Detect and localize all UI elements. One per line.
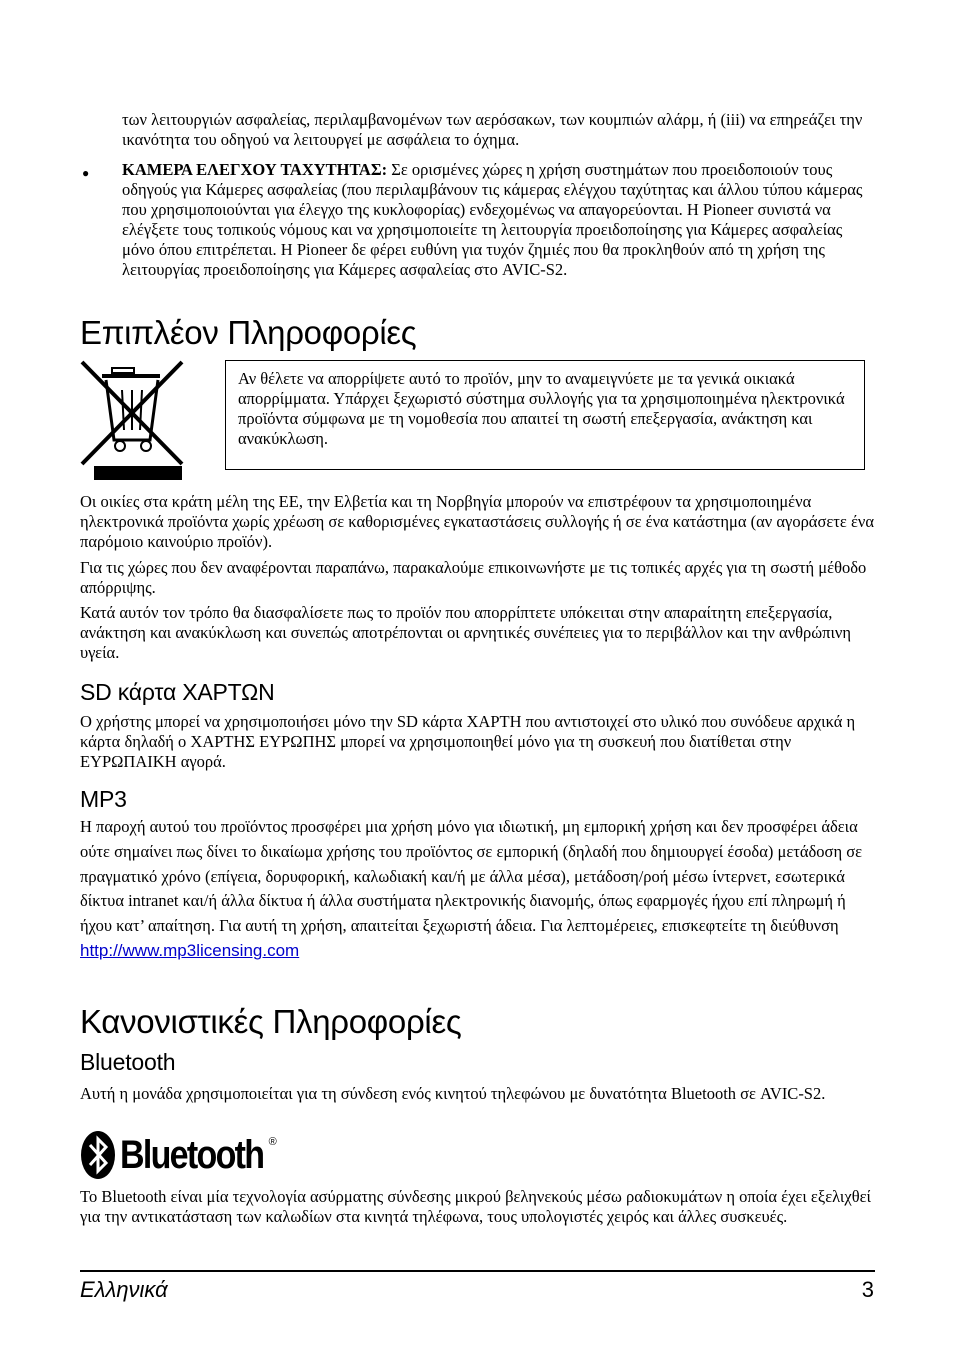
- mp3-text: Η παροχή αυτού του προϊόντος προσφέρει μια χρήση μόνο για ιδιωτική, μη εμπορική χρήση και δεν προσφέρει άδεια ούτε σημαίνει πως δίνει το δικαίωμα χρήσης του προϊόντος σε εμπορική (δηλαδή που δημιουργεί έσοδα) μετάδοση σε πραγματικό χρόνο (επίγεια, δορυφορική, καλωδιακή και/ή με άλλα μέσα), μετάδοση/ροή μέσω ίντερνετ, εσωτερικά δίκτυα intranet και/ή άλλα δίκτυα ή άλλα συστήματα ηλεκτρονικής διανομής, όπως εφαρμογές ήχου επί πληρωμή ή ήχου κατ’ απαίτηση. Για αυτή τη χρήση, απαιτείται ξεχωριστή άδεια. Για λεπτομέρειες, επισκεφτείτε τη διεύθυνση: [80, 817, 863, 936]
- bluetooth-rune-icon: [80, 1130, 116, 1180]
- bullet-icon: ●: [82, 166, 90, 180]
- bluetooth-wordmark: Bluetooth: [120, 1132, 264, 1177]
- disposal-paragraph-2: Για τις χώρες που δεν αναφέρονται παραπάνω, παρακαλούμε επικοινωνήστε με τις τοπικές αρχές για τη σωστή μέθοδο απόρριψης.: [80, 558, 867, 597]
- disposal-paragraph-1: Οι οικίες στα κράτη μέλη της ΕΕ, την Ελβετία και τη Νορβηγία μπορούν να επιστρέφουν τα χρησιμοποιημένα ηλεκτρονικά προϊόντα χωρίς χρέωση σε καθορισμένες εγκαταστάσεις συλλογής ή σε ένα κατάστημα (αν αγοράσετε ένα παρόμοιο καινούριο προϊόν).: [80, 492, 874, 551]
- bluetooth-usage-paragraph: Αυτή η μονάδα χρησιμοποιείται για τη σύνδεση ενός κινητού τηλεφώνου με δυνατότητα Bluetooth σε AVIC-S2.: [80, 1084, 826, 1103]
- section-title-additional: Επιπλέον Πληροφορίες: [80, 314, 417, 351]
- speed-camera-text: Σε ορισμένες χώρες η χρήση συστημάτων που προειδοποιούν τους οδηγούς για Κάμερες ασφαλείας (που περιλαμβάνουν τις κάμερας ελέγχου ταχύτητας και άλλου τύπου κάμερας που χρησιμοποιούνται για έλεγχο της κυκλοφορίας) ενδεχομένως να απαγορεύονται. Η Pioneer συνιστά να ελέγξετε τους τοπικούς νόμους και να χρησιμοποιείτε τη λειτουργία προειδοποίησης για Κάμερες ασφαλείας μόνο όπου επιτρέπεται. Η Pioneer δε φέρει ευθύνη για τυχόν ζημιές που θα προκληθούν από τη χρήση της λειτουργίας προειδοποίησης για Κάμερες ασφαλείας στο AVIC-S2.: [122, 160, 863, 279]
- speed-camera-title: ΚΑΜΕΡΑ ΕΛΕΓΧΟΥ ΤΑΧΥΤΗΤΑΣ:: [122, 160, 388, 179]
- bluetooth-logo: [80, 1130, 277, 1180]
- weee-crossed-bin-icon: [80, 360, 184, 480]
- mp3-licensing-link[interactable]: http://www.mp3licensing.com: [80, 940, 300, 960]
- disposal-paragraph-3: Κατά αυτόν τον τρόπο θα διασφαλίσετε πως το προϊόν που απορρίπτετε υπόκειται στην απαραίτητη επεξεργασία, ανάκτηση και ανακύκλωση και συνεπώς αποτρέπονται οι αρνητικές συνέπειες για το περιβάλλον και την ανθρώπινη υγεία.: [80, 603, 851, 662]
- footer-rule: [80, 1270, 875, 1272]
- section-title-regulatory: Κανονιστικές Πληροφορίες: [80, 1003, 462, 1040]
- disposal-notice-box: Αν θέλετε να απορρίψετε αυτό το προϊόν, μην το αναμειγνύετε με τα γενικά οικιακά απορρίμματα. Υπάρχει ξεχωριστό σύστημα συλλογής για τα χρησιμοποιημένα ηλεκτρονικά προϊόντα σύμφωνα με τη νομοθεσία που απαιτεί τη σωστή επεξεργασία, ανάκτηση και ανακύκλωση.: [225, 360, 865, 470]
- section-title-sd-card: SD κάρτα ΧΑΡΤΩΝ: [80, 679, 275, 705]
- footer-page-number: 3: [861, 1277, 874, 1302]
- speed-camera-paragraph: [122, 160, 874, 280]
- section-title-bluetooth: Bluetooth: [80, 1049, 176, 1075]
- footer-language: Ελληνικά: [80, 1277, 168, 1302]
- registered-mark: ®: [268, 1136, 277, 1148]
- bluetooth-description-paragraph: Το Bluetooth είναι μία τεχνολογία ασύρματης σύνδεσης μικρού βεληνεκούς μέσω ραδιοκυμάτων η οποία έχει εξελιχθεί για την αντικατάσταση των καλωδίων στα κινητά τηλέφωνα, τους υπολογιστές χειρός και άλλες συσκευές.: [80, 1187, 871, 1226]
- sd-card-paragraph: Ο χρήστης μπορεί να χρησιμοποιήσει μόνο την SD κάρτα ΧΑΡΤΗ που αντιστοιχεί στο υλικό που συνόδευε αρχικά η κάρτα δηλαδή ο ΧΑΡΤΗΣ ΕΥΡΩΠΗΣ μπορεί να χρησιμοποιηθεί μόνο για τη συσκευή που διατίθεται στην ΕΥΡΩΠΑΙΚΗ αγορά.: [80, 712, 856, 771]
- intro-continued-text: των λειτουργιών ασφαλείας, περιλαμβανομένων των αερόσακων, των κουμπιών αλάρμ, ή (iii) να επηρεάζει την ικανότητα του οδηγού να λειτουργεί με ασφάλεια το όχημα.: [122, 110, 863, 149]
- section-title-mp3: MP3: [80, 786, 127, 812]
- mp3-paragraph: [80, 815, 874, 964]
